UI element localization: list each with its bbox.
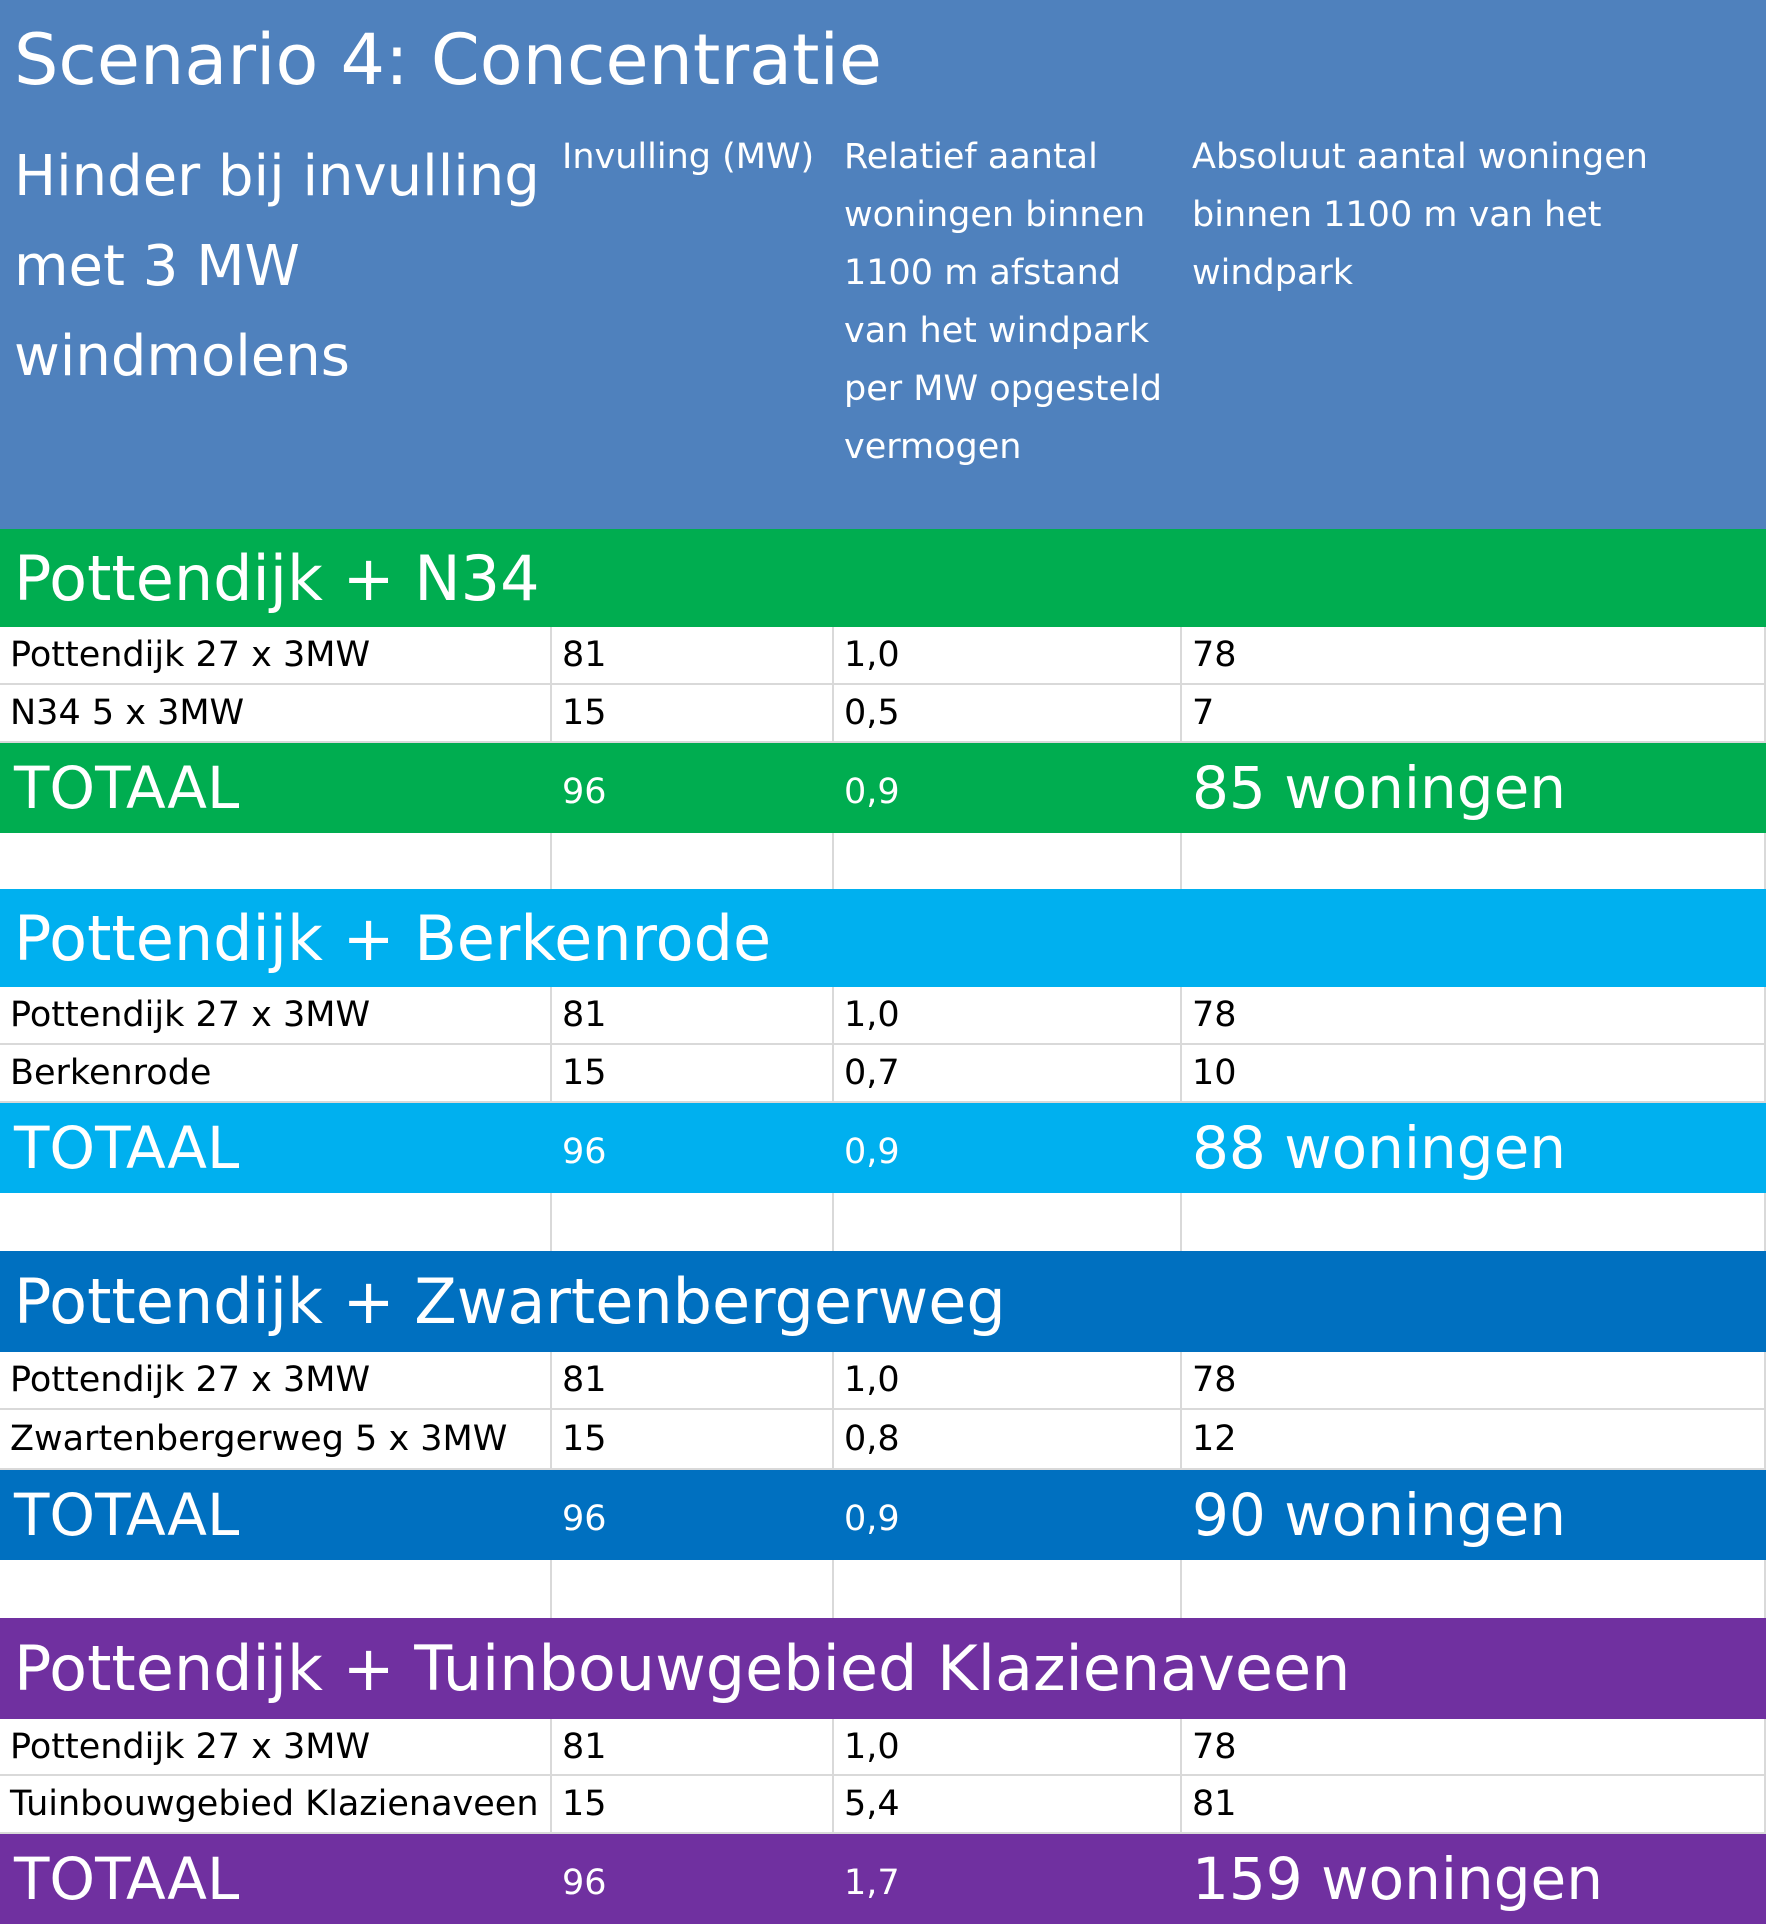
- table-cell-mw: 15: [552, 1410, 834, 1470]
- table-cell-name: Zwartenbergerweg 5 x 3MW: [0, 1410, 552, 1470]
- total-rel: 0,9: [834, 1470, 1182, 1560]
- spacer-cell: [0, 1193, 552, 1251]
- table-cell-mw: 81: [552, 1719, 834, 1776]
- table-cell-name: N34 5 x 3MW: [0, 685, 552, 743]
- table-cell-mw: 15: [552, 1776, 834, 1834]
- total-abs: 85 woningen: [1182, 743, 1766, 833]
- table-cell-abs: 78: [1182, 1719, 1766, 1776]
- table-cell-mw: 15: [552, 685, 834, 743]
- total-label: TOTAAL: [0, 743, 552, 833]
- total-label: TOTAAL: [0, 1103, 552, 1193]
- table-cell-mw: 81: [552, 987, 834, 1045]
- table-cell-rel: 1,0: [834, 627, 1182, 685]
- section-title-n34: Pottendijk + N34: [0, 529, 1766, 627]
- table-header: [0, 0, 1766, 529]
- spacer-cell: [552, 1193, 834, 1251]
- total-label: TOTAAL: [0, 1470, 552, 1560]
- spacer-cell: [1182, 1560, 1766, 1618]
- spacer-cell: [834, 833, 1182, 889]
- total-mw: 96: [552, 1834, 834, 1924]
- section-title-zwartenbergerweg: Pottendijk + Zwartenbergerweg: [0, 1251, 1766, 1352]
- table-cell-name: Tuinbouwgebied Klazienaveen: [0, 1776, 552, 1834]
- spacer-cell: [834, 1560, 1182, 1618]
- header-subtitle: Hinder bij invulling met 3 MW windmolens: [14, 144, 540, 389]
- table-cell-name: Pottendijk 27 x 3MW: [0, 627, 552, 685]
- table-cell-rel: 5,4: [834, 1776, 1182, 1834]
- table-cell-rel: 1,0: [834, 987, 1182, 1045]
- table-cell-rel: 1,0: [834, 1352, 1182, 1410]
- total-mw: 96: [552, 1470, 834, 1560]
- table-cell-rel: 0,8: [834, 1410, 1182, 1470]
- table-cell-mw: 81: [552, 1352, 834, 1410]
- table-cell-abs: 10: [1182, 1045, 1766, 1103]
- section-title-klazienaveen: Pottendijk + Tuinbouwgebied Klazienaveen: [0, 1618, 1766, 1719]
- spacer-cell: [834, 1193, 1182, 1251]
- total-abs: 88 woningen: [1182, 1103, 1766, 1193]
- table-cell-abs: 78: [1182, 987, 1766, 1045]
- total-mw: 96: [552, 743, 834, 833]
- table-cell-rel: 1,0: [834, 1719, 1182, 1776]
- spacer-cell: [552, 1560, 834, 1618]
- column-header-invulling: Invulling (MW): [562, 137, 815, 177]
- table-cell-abs: 78: [1182, 627, 1766, 685]
- spacer-cell: [0, 833, 552, 889]
- table-cell-abs: 7: [1182, 685, 1766, 743]
- total-rel: 1,7: [834, 1834, 1182, 1924]
- spacer-cell: [0, 1560, 552, 1618]
- table-cell-mw: 15: [552, 1045, 834, 1103]
- total-rel: 0,9: [834, 743, 1182, 833]
- column-header-relatief: Relatief aantal woningen binnen 1100 m afstand van het windpark per MW opgesteld vermogen: [844, 137, 1163, 467]
- total-abs: 159 woningen: [1182, 1834, 1766, 1924]
- column-header-absoluut: Absoluut aantal woningen binnen 1100 m van het windpark: [1192, 137, 1648, 293]
- spacer-cell: [1182, 833, 1766, 889]
- table-cell-rel: 0,7: [834, 1045, 1182, 1103]
- table-cell-abs: 12: [1182, 1410, 1766, 1470]
- total-rel: 0,9: [834, 1103, 1182, 1193]
- table-cell-name: Pottendijk 27 x 3MW: [0, 987, 552, 1045]
- page-title: Scenario 4: Concentratie: [14, 19, 882, 101]
- table-cell-name: Pottendijk 27 x 3MW: [0, 1719, 552, 1776]
- table-cell-mw: 81: [552, 627, 834, 685]
- spacer-cell: [552, 833, 834, 889]
- table-cell-abs: 81: [1182, 1776, 1766, 1834]
- table-cell-name: Berkenrode: [0, 1045, 552, 1103]
- spacer-cell: [1182, 1193, 1766, 1251]
- total-abs: 90 woningen: [1182, 1470, 1766, 1560]
- table-cell-name: Pottendijk 27 x 3MW: [0, 1352, 552, 1410]
- total-mw: 96: [552, 1103, 834, 1193]
- table-cell-abs: 78: [1182, 1352, 1766, 1410]
- section-title-berkenrode: Pottendijk + Berkenrode: [0, 889, 1766, 987]
- table-cell-rel: 0,5: [834, 685, 1182, 743]
- total-label: TOTAAL: [0, 1834, 552, 1924]
